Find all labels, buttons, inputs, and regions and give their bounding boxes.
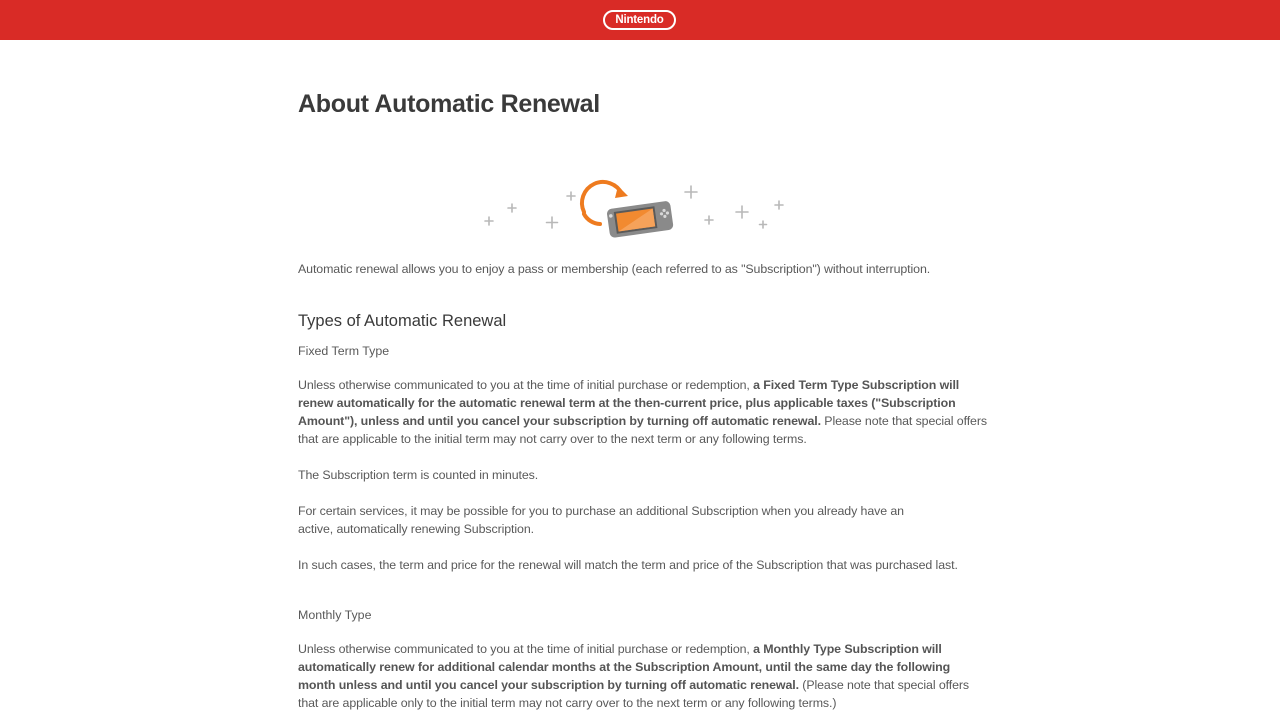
fixed-term-heading: Fixed Term Type [298, 344, 390, 358]
monthly-type-heading: Monthly Type [298, 608, 372, 622]
intro-text: Automatic renewal allows you to enjoy a pass or membership (each referred to as "Subscription") without interruption. [298, 262, 931, 276]
fixed-tail-text: Please note that special offers that are applicable to the initial term may not carry over to the next term or any following terms. [298, 414, 987, 446]
top-bar [0, 0, 1280, 40]
term-minutes-text: The Subscription term is counted in minutes. [298, 468, 539, 482]
fixed-term-paragraph [298, 376, 988, 448]
fixed-bold-text: a Fixed Term Type Subscription will renew automatically for the automatic renewal term at the then-current price, plus applicable taxes ("Subscription Amount"), unless and until you cancel your subscription by turning off automatic renewal. [298, 378, 960, 428]
switch-console-icon [606, 201, 673, 238]
nintendo-logo[interactable]: Nintendo [603, 10, 676, 30]
renew-switch-icon [482, 174, 788, 238]
additional-subscription-text: For certain services, it may be possible for you to purchase an additional Subscription when you already have an active, automatically renewing Subscription. [298, 504, 904, 536]
renewal-match-text: In such cases, the term and price for the renewal will match the term and price of the Subscription that was purchased last. [298, 558, 958, 572]
types-heading: Types of Automatic Renewal [298, 312, 507, 330]
monthly-tail-text: (Please note that special offers that are applicable only to the initial term may not carry over to the next term or any following terms.) [298, 678, 969, 710]
page-title: About Automatic Renewal [298, 90, 600, 118]
fixed-lead-text: Unless otherwise communicated to you at the time of initial purchase or redemption, [298, 378, 754, 392]
monthly-lead-text: Unless otherwise communicated to you at the time of initial purchase or redemption, [298, 642, 754, 656]
monthly-bold-text: a Monthly Type Subscription will automatically renew for additional calendar months at the Subscription Amount, until the same day the following month unless and until you cancel your subscription by turning off automatic renewal. [298, 642, 951, 692]
monthly-type-paragraph [298, 640, 988, 712]
